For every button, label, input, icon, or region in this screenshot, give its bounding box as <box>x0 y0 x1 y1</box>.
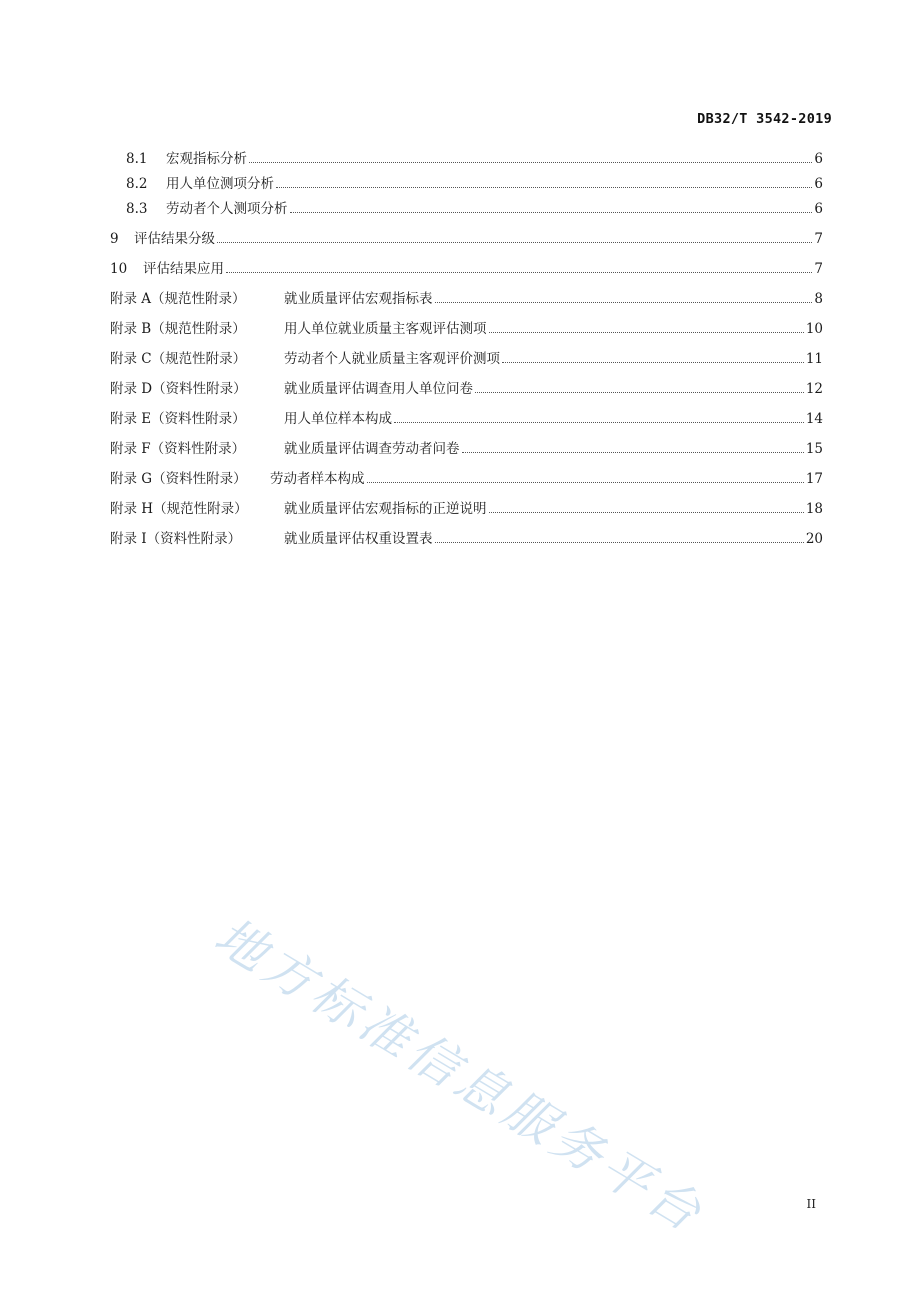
toc-leader-dots <box>435 542 804 543</box>
toc-entry-title: 用人单位样本构成 <box>284 411 392 427</box>
toc-entry-page: 6 <box>814 176 823 192</box>
toc-entry-page: 6 <box>814 201 823 217</box>
toc-leader-dots <box>435 302 813 303</box>
toc-entry-page: 7 <box>814 231 823 247</box>
toc-entry-page: 6 <box>814 151 823 167</box>
toc-entry-number: 9 <box>110 231 119 247</box>
toc-entry-title: 就业质量评估宏观指标表 <box>284 291 433 307</box>
toc-leader-dots <box>502 362 804 363</box>
toc-entry-number: 附录 H（规范性附录） <box>110 501 248 517</box>
toc-entry-title: 就业质量评估调查劳动者问卷 <box>284 441 460 457</box>
toc-leader-dots <box>394 422 804 423</box>
toc-entry-title: 劳动者个人就业质量主客观评价测项 <box>284 351 500 367</box>
toc-entry-number: 10 <box>110 261 128 277</box>
toc-leader-dots <box>462 452 804 453</box>
toc-entry-page: 7 <box>814 261 823 277</box>
toc-entry-9[interactable] <box>110 230 823 248</box>
toc-entry-8-2[interactable] <box>126 175 823 193</box>
toc-leader-dots <box>249 162 812 163</box>
toc-entry-title: 评估结果分级 <box>134 231 215 247</box>
toc-entry-title: 劳动者个人测项分析 <box>166 201 288 217</box>
toc-leader-dots <box>226 272 812 273</box>
toc-entry-number: 8.1 <box>126 151 148 167</box>
toc-leader-dots <box>475 392 804 393</box>
toc-entry-appendix-b[interactable] <box>110 320 823 338</box>
toc-entry-number: 附录 E（资料性附录） <box>110 411 246 427</box>
toc-leader-dots <box>489 512 804 513</box>
toc-entry-title: 评估结果应用 <box>143 261 224 277</box>
toc-entry-page: 11 <box>805 351 823 367</box>
toc-entry-title: 就业质量评估调查用人单位问卷 <box>284 381 473 397</box>
toc-entry-title: 宏观指标分析 <box>166 151 247 167</box>
toc-entry-appendix-i[interactable] <box>110 530 823 548</box>
toc-entry-number: 附录 F（资料性附录） <box>110 441 246 457</box>
toc-entry-page: 18 <box>805 501 823 517</box>
toc-entry-title: 用人单位测项分析 <box>166 176 274 192</box>
toc-entry-appendix-a[interactable] <box>110 290 823 308</box>
toc-entry-page: 17 <box>805 471 823 487</box>
toc-leader-dots <box>290 212 813 213</box>
toc-entry-page: 12 <box>805 381 823 397</box>
toc-entry-8-3[interactable] <box>126 200 823 218</box>
toc-entry-title: 劳动者样本构成 <box>270 471 365 487</box>
toc-leader-dots <box>217 242 812 243</box>
toc-entry-title: 就业质量评估宏观指标的正逆说明 <box>284 501 487 517</box>
toc-entry-appendix-d[interactable] <box>110 380 823 398</box>
toc-leader-dots <box>367 482 804 483</box>
watermark: 地方标准信息服务平台 <box>205 906 715 1245</box>
toc-entry-page: 10 <box>805 321 823 337</box>
document-code: DB32/T 3542-2019 <box>697 111 832 127</box>
toc-entry-number: 8.3 <box>126 201 148 217</box>
toc-entry-appendix-f[interactable] <box>110 440 823 458</box>
toc-entry-page: 20 <box>805 531 823 547</box>
toc-entry-appendix-h[interactable] <box>110 500 823 518</box>
toc-entry-10[interactable] <box>110 260 823 278</box>
toc-entry-appendix-e[interactable] <box>110 410 823 428</box>
toc-entry-number: 附录 G（资料性附录） <box>110 471 247 487</box>
toc-entry-number: 附录 A（规范性附录） <box>110 291 246 307</box>
page-number: II <box>806 1197 816 1211</box>
toc-entry-page: 14 <box>805 411 823 427</box>
toc-entry-appendix-g[interactable] <box>110 470 823 488</box>
toc-entry-page: 15 <box>805 441 823 457</box>
toc-entry-page: 8 <box>814 291 823 307</box>
toc-entry-number: 附录 B（规范性附录） <box>110 321 246 337</box>
toc-entry-number: 附录 D（资料性附录） <box>110 381 247 397</box>
toc-entry-number: 附录 C（规范性附录） <box>110 351 247 367</box>
toc-entry-title: 用人单位就业质量主客观评估测项 <box>284 321 487 337</box>
toc-entry-title: 就业质量评估权重设置表 <box>284 531 433 547</box>
toc-leader-dots <box>276 187 812 188</box>
toc-leader-dots <box>489 332 804 333</box>
toc-entry-appendix-c[interactable] <box>110 350 823 368</box>
toc-entry-8-1[interactable] <box>126 150 823 168</box>
toc-entry-number: 附录 I（资料性附录） <box>110 531 242 547</box>
toc-entry-number: 8.2 <box>126 176 148 192</box>
